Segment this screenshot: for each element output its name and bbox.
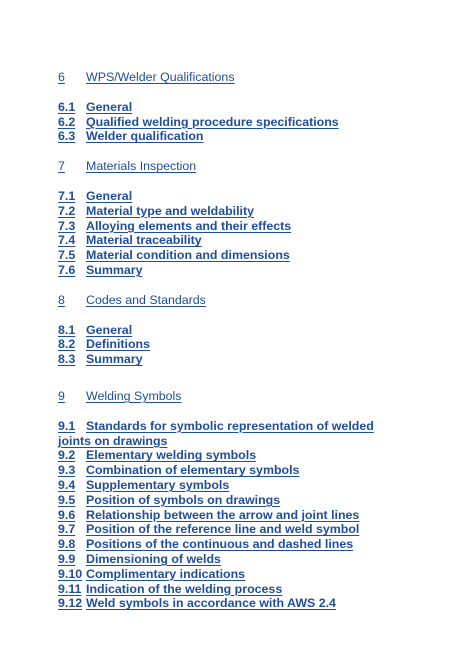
- toc-number: 7: [58, 159, 65, 174]
- toc-item-9-7[interactable]: [58, 522, 398, 537]
- toc-item-6-1[interactable]: [58, 100, 398, 115]
- toc-title: Welding Symbols: [86, 388, 182, 403]
- toc-number: 7.2: [58, 203, 76, 218]
- toc-number: 7.4: [58, 233, 76, 248]
- toc-item-9-11[interactable]: [58, 582, 398, 597]
- toc-title: Summary: [86, 262, 143, 277]
- toc-title: Material traceability: [86, 233, 202, 248]
- toc-item-9-4[interactable]: [58, 478, 398, 493]
- toc-title: Dimensioning of welds: [86, 551, 221, 566]
- toc-title: General: [86, 188, 133, 203]
- toc-number: 9.9: [58, 551, 76, 566]
- toc-title: Elementary welding symbols: [86, 448, 257, 463]
- toc-title: Relationship between the arrow and joint lines: [86, 507, 360, 522]
- toc-title: Position of symbols on drawings: [86, 492, 281, 507]
- toc-number: 9.3: [58, 463, 76, 478]
- toc-title: Supplementary symbols: [86, 477, 230, 492]
- toc-number: 7.6: [58, 262, 76, 277]
- toc-item-9-9[interactable]: [58, 552, 398, 567]
- toc-chapter-9[interactable]: [58, 389, 398, 404]
- toc-number: 6: [58, 70, 65, 84]
- toc-title: Codes and Standards: [86, 292, 206, 307]
- toc-item-6-2[interactable]: [58, 115, 398, 130]
- toc-item-8-1[interactable]: [58, 323, 398, 338]
- toc-number: 8: [58, 292, 65, 307]
- toc-number: 9.5: [58, 492, 76, 507]
- toc-item-9-8[interactable]: [58, 537, 398, 552]
- toc-title: WPS/Welder Qualifications: [86, 70, 235, 84]
- toc-number: 9.12: [58, 596, 83, 611]
- toc-title: Indication of the welding process: [86, 581, 283, 596]
- toc-item-7-4[interactable]: [58, 233, 398, 248]
- toc-item-9-10[interactable]: [58, 567, 398, 582]
- toc-title: Complimentary indications: [86, 566, 246, 581]
- toc-number: 9.8: [58, 537, 76, 552]
- toc-title: Material condition and dimensions: [86, 248, 290, 263]
- toc-number: 9.11: [58, 581, 82, 596]
- toc-chapter-7[interactable]: [58, 159, 398, 174]
- toc-number: 6.1: [58, 99, 76, 114]
- toc-item-9-1[interactable]: [58, 419, 398, 434]
- toc-title: General: [86, 322, 133, 337]
- toc-item-9-12[interactable]: [58, 596, 398, 611]
- toc-item-8-2[interactable]: [58, 337, 398, 352]
- toc-number: 9.10: [58, 566, 83, 581]
- toc-number: 9: [58, 388, 65, 403]
- toc-title: Weld symbols in accordance with AWS 2.4: [86, 596, 336, 611]
- toc-item-8-3[interactable]: [58, 352, 398, 367]
- toc-number: 8.1: [58, 322, 76, 337]
- toc-number: 7.3: [58, 218, 76, 233]
- toc-item-9-5[interactable]: [58, 493, 398, 508]
- toc-title-continuation: joints on drawings: [58, 433, 168, 448]
- toc-title: Welder qualification: [86, 129, 204, 144]
- toc-number: 8.3: [58, 352, 76, 367]
- toc-title: Positions of the continuous and dashed lines: [86, 537, 354, 552]
- toc-number: 7.5: [58, 248, 76, 263]
- toc-title: Qualified welding procedure specifications: [86, 114, 339, 129]
- toc-title: Position of the reference line and weld symbol: [86, 522, 360, 537]
- toc-number: 9.1: [58, 418, 76, 433]
- toc-number: 9.2: [58, 448, 76, 463]
- toc-title: Standards for symbolic representation of welded: [86, 418, 374, 433]
- toc-chapter-8[interactable]: [58, 293, 398, 308]
- toc-item-7-2[interactable]: [58, 204, 398, 219]
- toc-item-9-3[interactable]: [58, 463, 398, 478]
- table-of-contents: [58, 70, 398, 611]
- toc-item-9-6[interactable]: [58, 508, 398, 523]
- toc-item-6-3[interactable]: [58, 129, 398, 144]
- toc-item-9-1-continuation[interactable]: [58, 434, 398, 449]
- toc-number: 6.3: [58, 129, 76, 144]
- toc-title: Definitions: [86, 337, 151, 352]
- toc-number: 7.1: [58, 188, 76, 203]
- toc-title: Materials Inspection: [86, 159, 197, 174]
- toc-title: General: [86, 99, 133, 114]
- toc-item-7-6[interactable]: [58, 263, 398, 278]
- toc-chapter-6[interactable]: [58, 70, 398, 85]
- toc-item-7-1[interactable]: [58, 189, 398, 204]
- toc-number: 8.2: [58, 337, 76, 352]
- toc-number: 9.7: [58, 522, 76, 537]
- toc-number: 9.4: [58, 477, 76, 492]
- toc-item-7-3[interactable]: [58, 219, 398, 234]
- toc-number: 9.6: [58, 507, 76, 522]
- toc-number: 6.2: [58, 114, 76, 129]
- toc-item-9-2[interactable]: [58, 448, 398, 463]
- toc-title: Combination of elementary symbols: [86, 463, 300, 478]
- toc-title: Summary: [86, 352, 143, 367]
- toc-title: Alloying elements and their effects: [86, 218, 292, 233]
- toc-item-7-5[interactable]: [58, 248, 398, 263]
- toc-title: Material type and weldability: [86, 203, 255, 218]
